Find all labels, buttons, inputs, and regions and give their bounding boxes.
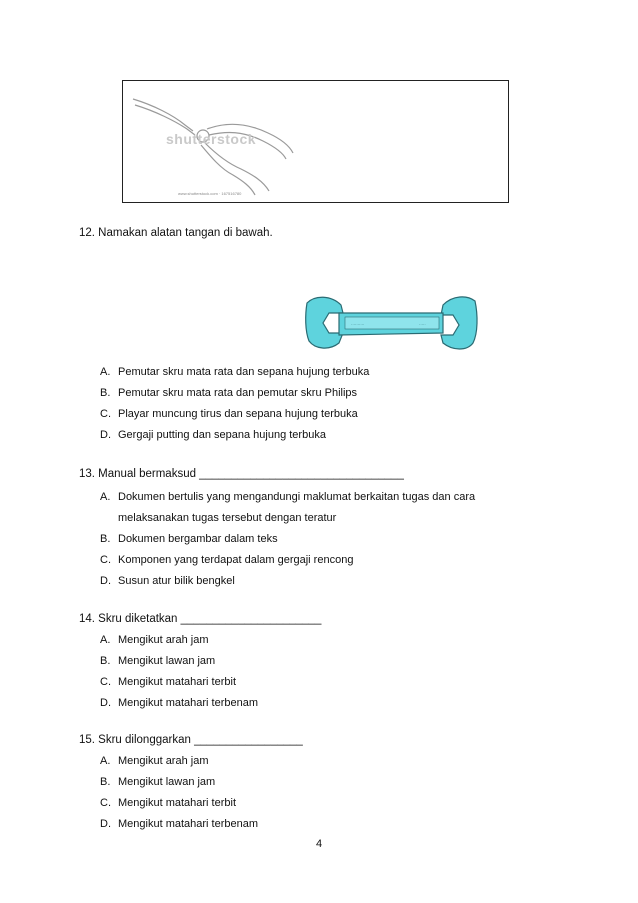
- q14-option-d[interactable]: D. Mengikut matahari terbenam: [100, 697, 259, 709]
- q14-option-a[interactable]: A. Mengikut arah jam: [100, 634, 209, 646]
- page-number: 4: [316, 838, 323, 850]
- q12-option-b[interactable]: B. Pemutar skru mata rata dan pemutar skru Philips: [100, 387, 358, 399]
- watermark-url: www.shutterstock.com · 167516780: [178, 191, 242, 196]
- svg-text:··········: ··········: [351, 321, 365, 327]
- question-14: 14. Skru diketatkan ______________________: [79, 613, 322, 625]
- q12-option-c[interactable]: C. Playar muncung tirus dan sepana hujung terbuka: [100, 408, 358, 420]
- q13-option-a-continued: melaksanakan tugas tersebut dengan teratur: [118, 512, 337, 524]
- q12-option-a[interactable]: A. Pemutar skru mata rata dan sepana hujung terbuka: [100, 366, 370, 378]
- question-15: 15. Skru dilonggarkan _________________: [79, 734, 303, 746]
- q15-option-b[interactable]: B. Mengikut lawan jam: [100, 776, 216, 788]
- q13-option-c[interactable]: C. Komponen yang terdapat dalam gergaji rencong: [100, 554, 354, 566]
- q13-option-d[interactable]: D. Susun atur bilik bengkel: [100, 575, 235, 587]
- q15-option-d[interactable]: D. Mengikut matahari terbenam: [100, 818, 259, 830]
- question-12: 12. Namakan alatan tangan di bawah.: [79, 227, 273, 239]
- q13-option-a[interactable]: A. Dokumen bertulis yang mengandungi maklumat berkaitan tugas dan cara: [100, 491, 476, 503]
- q14-option-b[interactable]: B. Mengikut lawan jam: [100, 655, 216, 667]
- open-end-spanner-illustration: [303, 293, 479, 353]
- question-13: 13. Manual bermaksud ________________________________: [79, 468, 404, 480]
- q12-option-d[interactable]: D. Gergaji putting dan sepana hujung terbuka: [100, 429, 326, 441]
- q14-option-c[interactable]: C. Mengikut matahari terbit: [100, 676, 236, 688]
- q15-option-a[interactable]: A. Mengikut arah jam: [100, 755, 209, 767]
- q15-option-c[interactable]: C. Mengikut matahari terbit: [100, 797, 236, 809]
- watermark-text: shutterstock: [166, 131, 257, 147]
- svg-text:·····: ·····: [419, 321, 426, 327]
- q13-option-b[interactable]: B. Dokumen bergambar dalam teks: [100, 533, 278, 545]
